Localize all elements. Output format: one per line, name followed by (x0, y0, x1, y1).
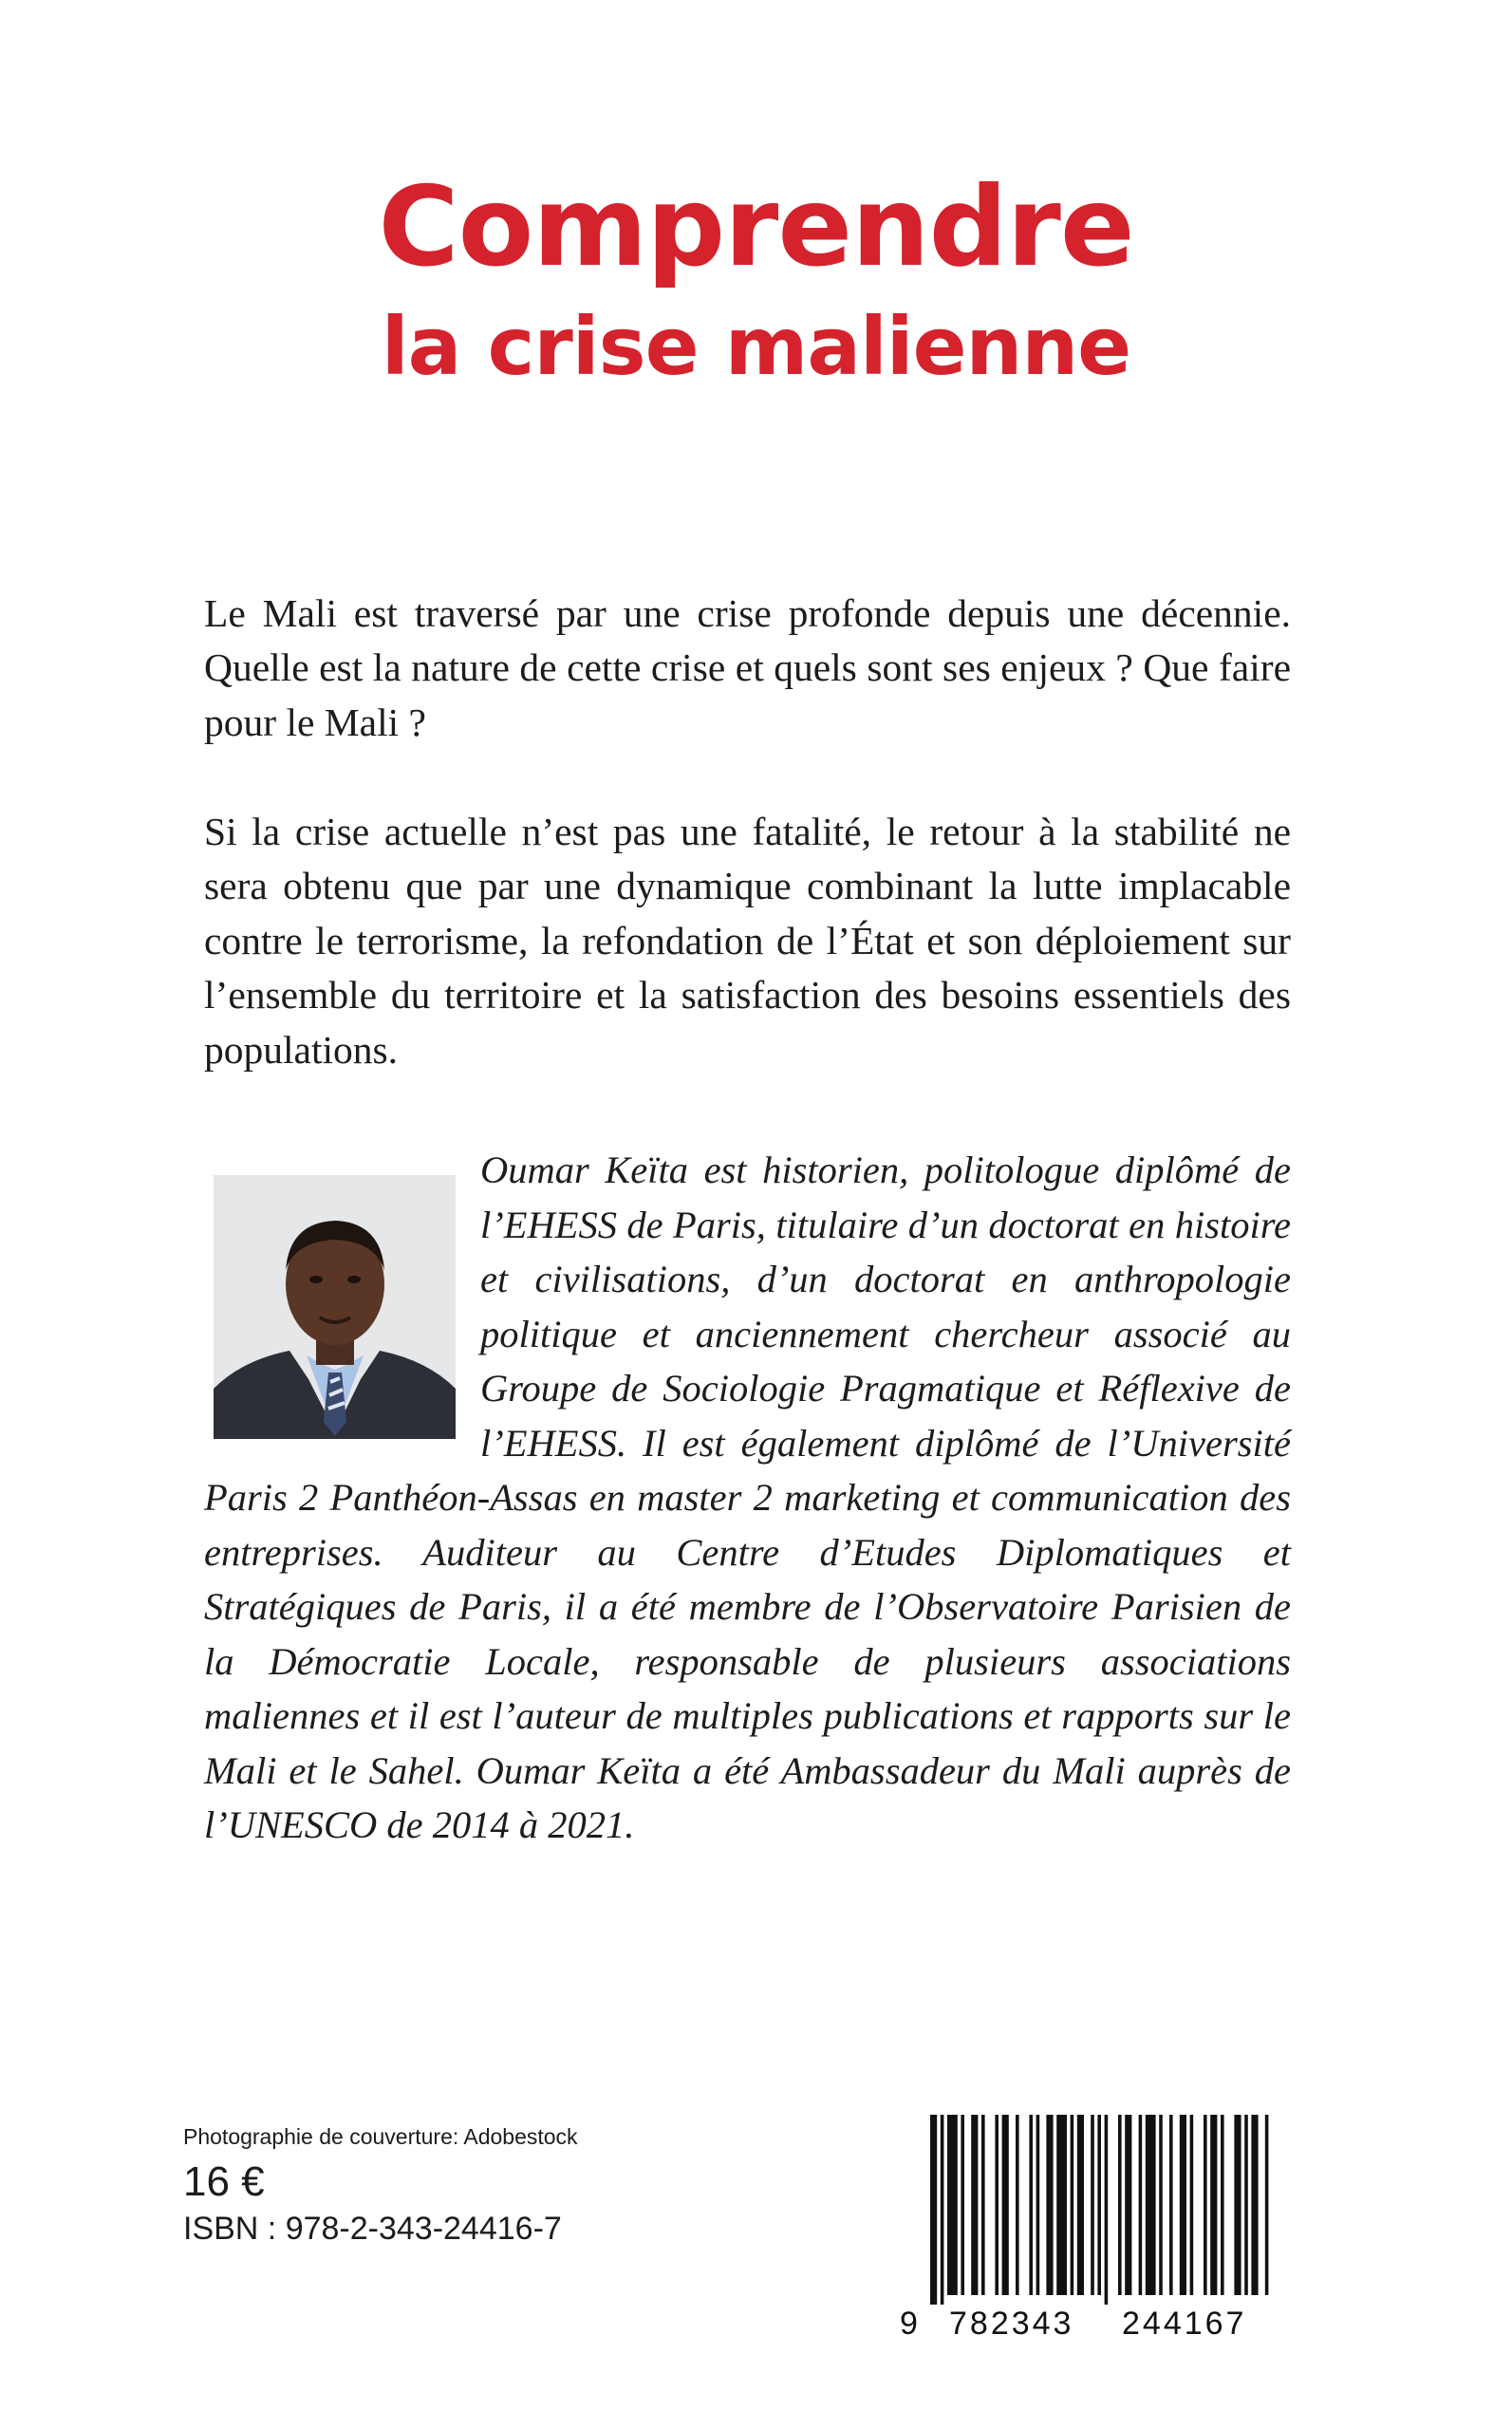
barcode-bar (941, 2115, 944, 2305)
barcode-first-digit: 9 (900, 2306, 918, 2342)
barcode-bars (921, 2115, 1274, 2305)
barcode-bar (1265, 2115, 1269, 2295)
author-bio-text: Oumar Keïta est historien, politologue diplômé de l’EHESS de Paris, titulaire d’un doctorat en histoire et civilisations, d’un doctorat en anthropologie politique et anciennement chercheur associé au Groupe de Sociologie Pragmatique et Réflexive de l’EHESS. Il est également diplômé de l’Université Paris 2 Panthéon-Assas en master 2 marketing et communication des entreprises. Auditeur au Centre d’Etudes Diplomatiques et Stratégiques de Paris, il a été membre de l’Observatoire Parisien de la Démocratie Locale, responsable de plusieurs associations maliennes et il est l’auteur de multiples publications et rapports sur le Mali et le Sahel. Oumar Keïta a été Ambassadeur du Mali auprès de l’UNESCO de 2014 à 2021. (204, 1148, 1291, 1846)
author-bio-section (204, 1143, 1291, 1853)
isbn: ISBN : 978-2-343-24416-7 (183, 2211, 562, 2247)
barcode-bar (1221, 2115, 1224, 2295)
barcode-bar (1180, 2115, 1186, 2295)
barcode-bar (1091, 2115, 1094, 2295)
author-photo (214, 1175, 456, 1439)
barcode-digits (900, 2305, 1274, 2343)
barcode-bar (1097, 2115, 1101, 2295)
barcode-bar (1146, 2115, 1156, 2295)
barcode-bar (930, 2115, 937, 2305)
barcode-bar (995, 2115, 999, 2295)
barcode-bar (1169, 2115, 1173, 2295)
barcode-bar (1125, 2115, 1131, 2295)
title-line-1: Comprendre (378, 163, 1134, 291)
title-line-2: la crise malienne (381, 300, 1131, 393)
summary-paragraph-1: Le Mali est traversé par une crise profonde depuis une décennie. Quelle est la nature de cette crise et quels sont ses enjeux ? Que faire pour le Mali ? (204, 590, 1291, 744)
barcode-bar (1105, 2115, 1109, 2305)
barcode-bar (1159, 2115, 1163, 2295)
barcode-bar (971, 2115, 978, 2295)
barcode-bar (1077, 2115, 1084, 2295)
barcode-right-digits: 244167 (1122, 2306, 1247, 2342)
barcode-bar (1210, 2115, 1217, 2295)
barcode-bar (1118, 2115, 1122, 2295)
footer-info (183, 2122, 578, 2248)
book-title (0, 161, 1512, 399)
barcode-bar (1036, 2115, 1040, 2295)
barcode-bar (981, 2115, 985, 2295)
barcode-bar (1029, 2115, 1033, 2295)
price: 16 € (183, 2158, 265, 2205)
barcode-bar (1244, 2115, 1248, 2295)
summary-paragraph-2: Si la crise actuelle n’est pas une fatalité, le retour à la stabilité ne sera obtenu que par une dynamique combinant la lutte implacable contre le terrorisme, la refondation de l’État et son déploiement sur l’ensemble du territoire et la satisfaction des besoins essentiels des populations. (204, 809, 1291, 1072)
barcode-left-digits: 782343 (949, 2306, 1074, 2342)
photo-credit: Photographie de couverture: Adobestock (183, 2124, 578, 2149)
barcode-bar (1046, 2115, 1053, 2295)
barcode-bar (1056, 2115, 1067, 2295)
author-portrait-image (214, 1175, 456, 1439)
barcode-bar (1071, 2115, 1074, 2295)
barcode-bar (947, 2115, 958, 2295)
barcode-bar (1190, 2115, 1194, 2295)
barcode-bar (1002, 2115, 1009, 2295)
barcode-bar (1234, 2115, 1241, 2295)
barcode (900, 2115, 1274, 2343)
barcode-bar (1204, 2115, 1207, 2295)
barcode-bar (961, 2115, 964, 2295)
barcode-bar (1251, 2115, 1258, 2295)
barcode-bar (1139, 2115, 1143, 2295)
barcode-bar (1016, 2115, 1019, 2295)
